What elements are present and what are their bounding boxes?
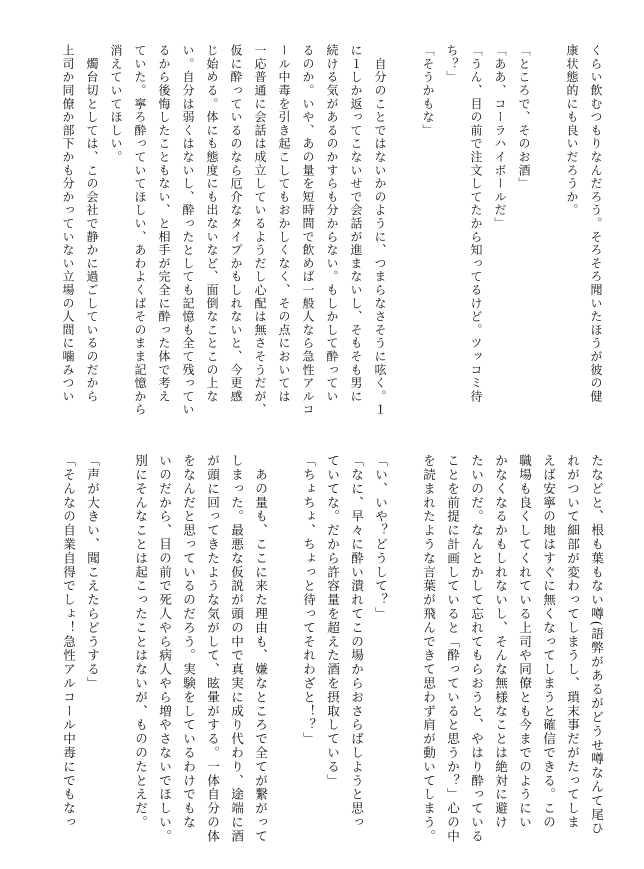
text-line: しまった。最悪な仮説が頭の中で真実に成り代わり、途端に酒 xyxy=(229,454,244,844)
text-line: たいのだ。なんとかして忘れてもらおうと、やはり酔っている xyxy=(469,454,484,844)
text-line: 康状態的にも良いだろうか。 xyxy=(565,44,579,217)
text-line: 「ところで、そのお酒」 xyxy=(517,44,531,191)
blank-line xyxy=(536,44,560,422)
text-line: かなくなるかもしれないし、そんな無様なことは絶対に避け xyxy=(493,454,508,830)
text-line: 「い、いや？どうして？」 xyxy=(373,454,388,621)
text-line: るのか。いや、あの量を短時間で飲めば一般人なら急性アルコ xyxy=(301,44,315,417)
text-line: くらい飲むつもりなんだろう。そろそろ聞いたほうが彼の健 xyxy=(589,44,603,404)
blank-line xyxy=(272,454,296,850)
text-line: 続ける気があるのかすらも分からない。もしかして酔ってい xyxy=(325,44,339,404)
text-line: えば安寧の地はすぐに無くなってしまうと確信できる。この xyxy=(541,454,556,830)
text-line: 「なに、早々に酔い潰れてこの場からおさらばしようと思っ xyxy=(349,454,364,830)
text-line: ことを前提に計画していると「酔っていると思うか？」心の中 xyxy=(445,454,460,844)
text-line: 「そうかもな」 xyxy=(421,44,435,138)
text-line: あの量も、ここに来た理由も、嫌なところで全てが繋がって xyxy=(253,454,268,844)
text-line: に１しか返ってこないせで会話が進まないし、そもそも男に xyxy=(349,44,363,404)
text-line: れがついて細部が変わってしまうし、瑣末事だがたってしま xyxy=(565,454,580,830)
text-line: じ始める。体にも態度にも出ないなど、面倒なことこの上な xyxy=(205,44,219,404)
text-line: 別にそんなことは起こったことはないが、もののたとえだ。 xyxy=(133,454,148,830)
text-line: 一応普通に会話は成立しているようだし心配は無さそうだが、 xyxy=(253,44,267,417)
text-line: 消えていてほしい。 xyxy=(109,44,123,164)
text-line: ール中毒を引き起こしてもおかしくなく、その点においては xyxy=(277,44,291,404)
text-line: を読まれたような言葉が飛んできて思わず肩が動いてしまう。 xyxy=(421,454,436,844)
blank-line xyxy=(392,454,416,850)
text-line: 「ああ、コーラハイボールだ」 xyxy=(493,44,507,231)
text-line: い。自分は弱くはないし、酔ったとしても記憶も全て残ってい xyxy=(181,44,195,417)
text-line: たなどと、根も葉もない噂(語弊があるがどうせ噂なんて尾ひ xyxy=(589,454,604,836)
text-line: 「うん、目の前で注文してたから知ってるけど。ツッコミ待 xyxy=(469,44,483,404)
text-line: いのだから、目の前で死人やら病人やら増やさないでほしい。 xyxy=(157,454,172,844)
upper-text-block xyxy=(48,44,608,422)
text-line: 「そんなの自業自得でしょ！急性アルコール中毒にでもなっ xyxy=(61,454,76,830)
text-line: ていてな。だから許容量を超えた酒を摂取している」 xyxy=(325,454,340,788)
blank-line xyxy=(104,454,128,850)
lower-text-block xyxy=(48,454,608,850)
blank-line xyxy=(392,44,416,422)
text-line: をなんだと思っているのだろう。実験をしているわけでもな xyxy=(181,454,196,830)
text-line: 上司か同僚か部下かも分かっていない立場の人間に噛みつい xyxy=(61,44,75,404)
text-line: 仮に酔っているのなら厄介なタイプかもしれないと、今更感 xyxy=(229,44,243,404)
text-line: 「ちょちょ、ちょっと待ってそれわざと！？」 xyxy=(301,454,316,746)
text-line: 「声が大きい、聞こえたらどうする」 xyxy=(85,454,100,691)
text-line: が頭に回ってきたような気がして、眩暈がする。一体自分の体 xyxy=(205,454,220,844)
text-line: ていた。寧ろ酔っていてほしい、あわよくばそのまま記憶から xyxy=(133,44,147,417)
text-line: るから後悔したこともない、と相手が完全に酔った体で考え xyxy=(157,44,171,404)
text-line: 自分のことではないかのように、つまらなさそうに呟く。１ xyxy=(373,44,387,417)
text-line: 職場も良くしてくれている上司や同僚とも今までのようにい xyxy=(517,454,532,830)
text-line: 燭台切としては、この会社で静かに過ごしているのだから xyxy=(85,44,99,404)
text-line: ち？」 xyxy=(445,44,459,84)
